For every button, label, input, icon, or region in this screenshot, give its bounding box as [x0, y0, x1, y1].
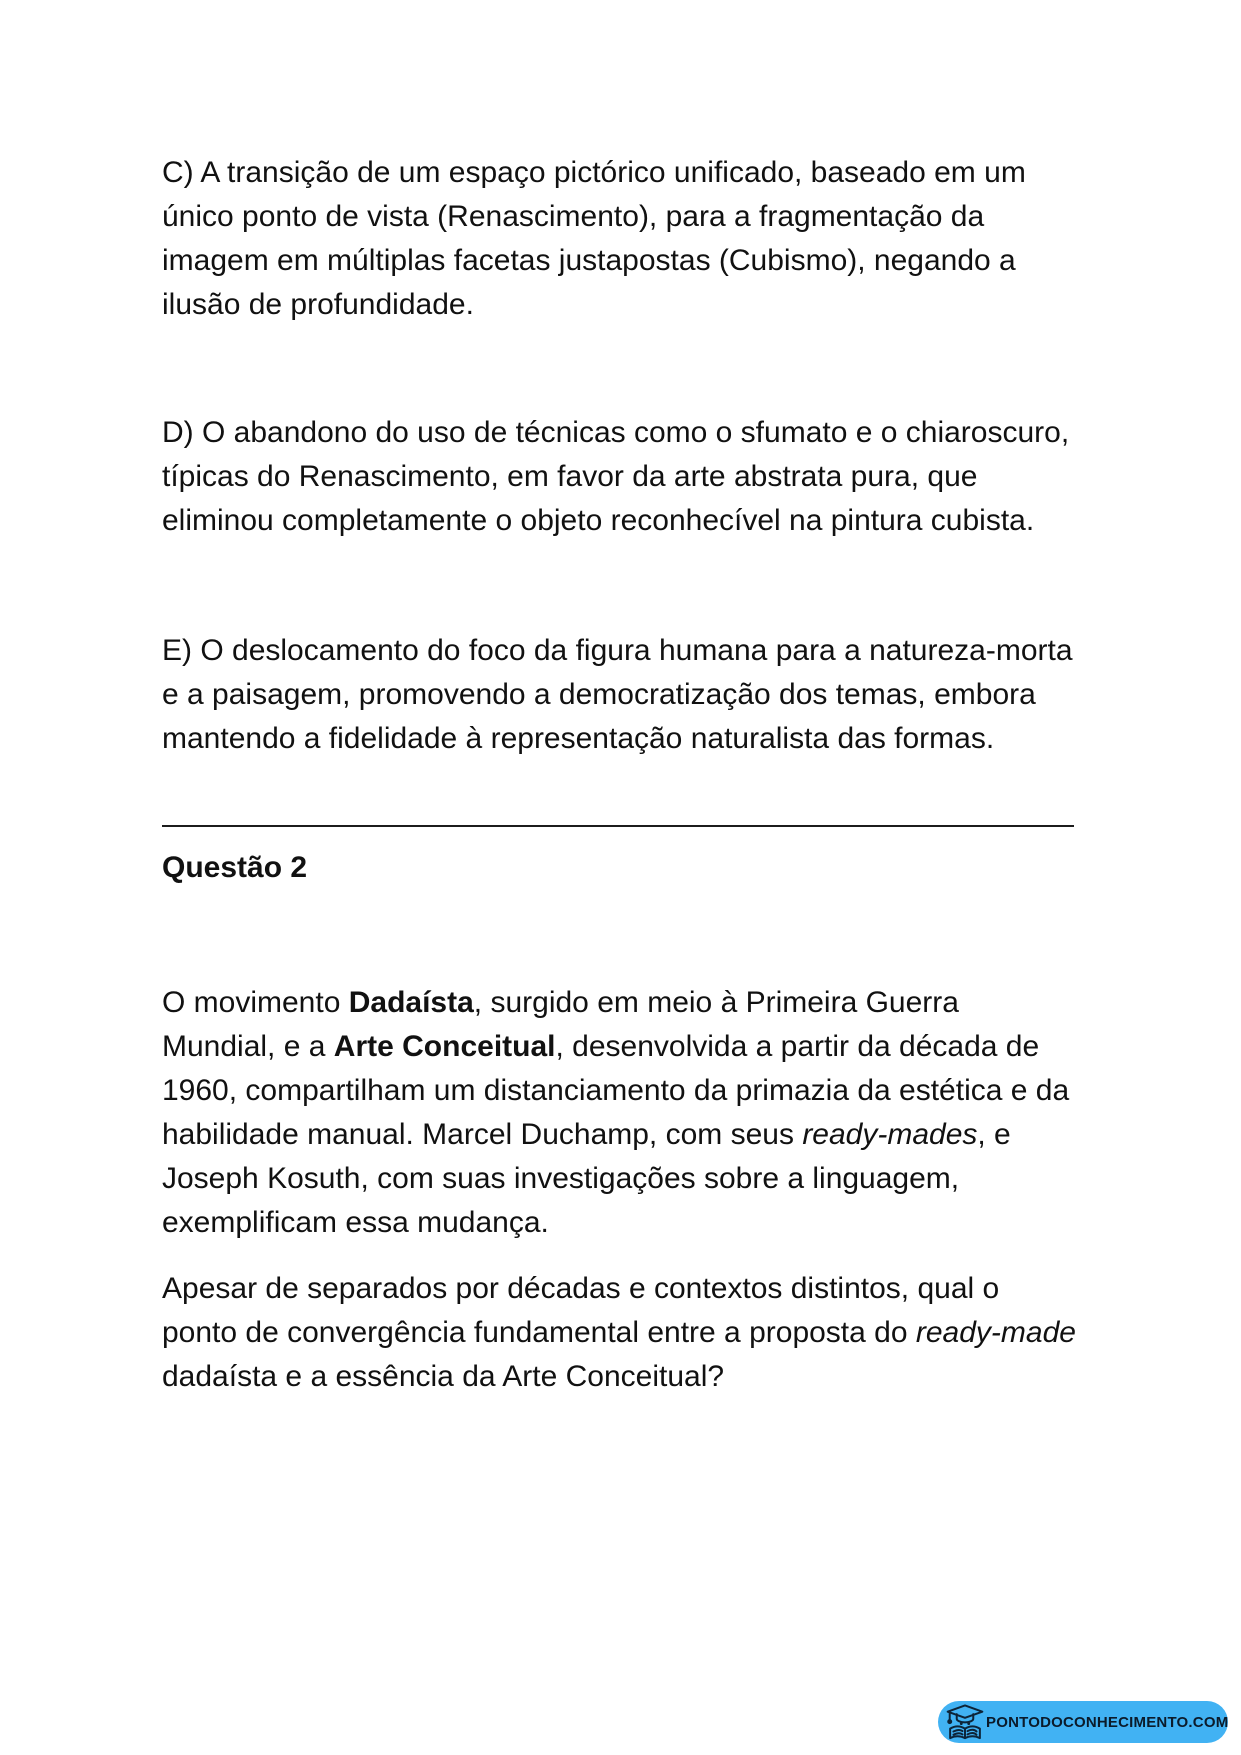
intro-segment-bold-dadaista: Dadaísta: [348, 986, 474, 1019]
option-c-text: C) A transição de um espaço pictórico unificado, baseado em um único ponto de vista (Renascimento), para a fragmentação da imagem em múltiplas facetas justapostas (Cubismo), negando a ilusão de profundidade.: [162, 156, 1026, 321]
intro-segment: O movimento: [162, 986, 349, 1019]
prompt-segment: dadaísta e a essência da Arte Conceitual?: [162, 1360, 725, 1393]
prompt-segment: Apesar de separados por décadas e contextos distintos, qual o ponto de convergência fundamental entre a proposta do: [162, 1272, 1000, 1349]
site-badge[interactable]: [938, 1701, 1228, 1743]
intro-segment: , desenvolvida a partir da década de 1960, compartilham um distanciamento da primazia da estética e da habilidade manual. Marcel Duchamp, com seus: [162, 1030, 1070, 1151]
graduate-reading-book-icon: [945, 1703, 985, 1741]
intro-segment: , surgido em meio à Primeira Guerra Mundial, e a: [162, 986, 959, 1063]
section-divider: [162, 825, 1074, 827]
document-content: [162, 151, 1080, 1399]
intro-segment-bold-arte-conceitual: Arte Conceitual: [333, 1030, 556, 1063]
question-2-heading: Questão 2: [162, 851, 308, 884]
question-2-intro: [162, 981, 1080, 1245]
option-d-text: D) O abandono do uso de técnicas como o sfumato e o chiaroscuro, típicas do Renascimento, em favor da arte abstrata pura, que eliminou completamente o objeto reconhecível na pintura cubista.: [162, 416, 1070, 537]
prompt-segment-italic-ready-made: ready-made: [915, 1316, 1076, 1349]
question-2-prompt: [162, 1267, 1080, 1399]
intro-segment-italic-ready-mades: ready-mades: [802, 1118, 978, 1151]
site-label: PONTODOCONHECIMENTO.COM: [986, 1713, 1229, 1731]
option-e-text: E) O deslocamento do foco da figura humana para a natureza-morta e a paisagem, promovendo a democratização dos temas, embora mantendo a fidelidade à representação naturalista das formas.: [162, 634, 1073, 755]
intro-segment: , e Joseph Kosuth, com suas investigações sobre a linguagem, exemplificam essa mudança.: [162, 1118, 1011, 1239]
